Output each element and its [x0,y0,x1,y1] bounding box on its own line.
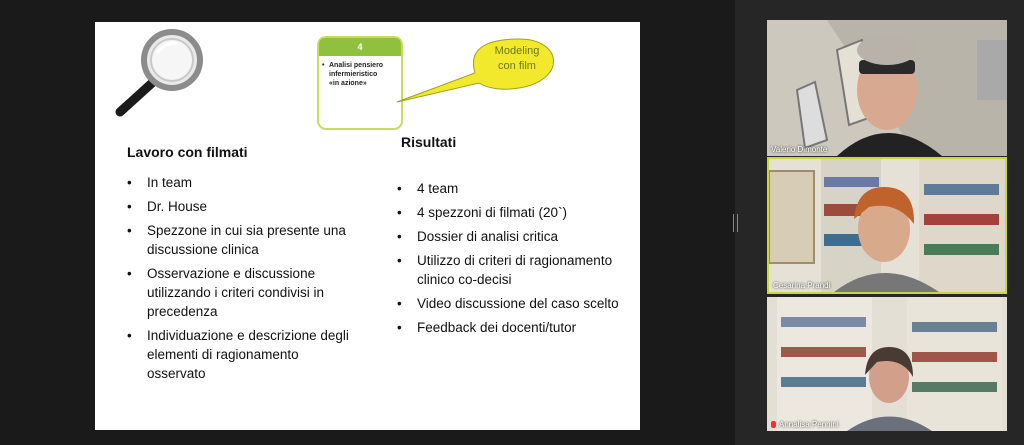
right-column-title: Risultati [401,134,457,150]
list-item: • Dossier di analisi critica [395,227,630,246]
participant-name: Cesarina Prandi [773,281,831,290]
participant-video-placeholder [769,159,1005,292]
presentation-slide [95,22,640,430]
list-item: • Video discussione del caso scelto [395,294,630,313]
speech-bubble-text [477,44,557,74]
participant-name [771,420,839,429]
left-column-title: Lavoro con filmati [127,144,248,160]
left-bullet-list [125,173,360,388]
step-text-line: infermieristico [329,71,378,78]
bubble-line: con film [498,60,536,72]
participant-video-tile-active[interactable] [767,157,1007,294]
panel-resize-handle[interactable] [733,214,738,232]
list-item: • Osservazione e discussione utilizzando i criteri condivisi in precedenza [125,264,360,321]
magnifying-glass-icon [110,27,205,122]
mic-muted-icon [771,421,776,428]
list-item: • Feedback dei docenti/tutor [395,318,630,337]
participant-video-tile[interactable] [767,20,1007,156]
list-item: • 4 spezzoni di filmati (20`) [395,203,630,222]
bubble-line: Modeling [494,45,540,57]
step-text-line: • Analisi pensiero [329,62,384,69]
step-number: 4 [319,38,401,56]
participant-name-text: Annalisa Pennini [779,420,839,429]
participant-name: Valerio Dimonte [771,145,828,154]
list-item: • 4 team [395,179,630,198]
list-item: • Utilizzo di criteri di ragionamento clinico co-decisi [395,251,630,289]
step-text [319,56,401,88]
step-text-line: «in azione» [329,80,367,87]
participant-video-tile[interactable] [767,297,1007,431]
list-item: • Spezzone in cui sia presente una discussione clinica [125,221,360,259]
step-box [317,36,403,130]
list-item: • Individuazione e descrizione degli elementi di ragionamento osservato [125,326,360,383]
participant-video-placeholder [767,20,1007,156]
list-item: • Dr. House [125,197,360,216]
right-bullet-list [395,179,630,342]
list-item: • In team [125,173,360,192]
participant-video-placeholder [767,297,1007,431]
